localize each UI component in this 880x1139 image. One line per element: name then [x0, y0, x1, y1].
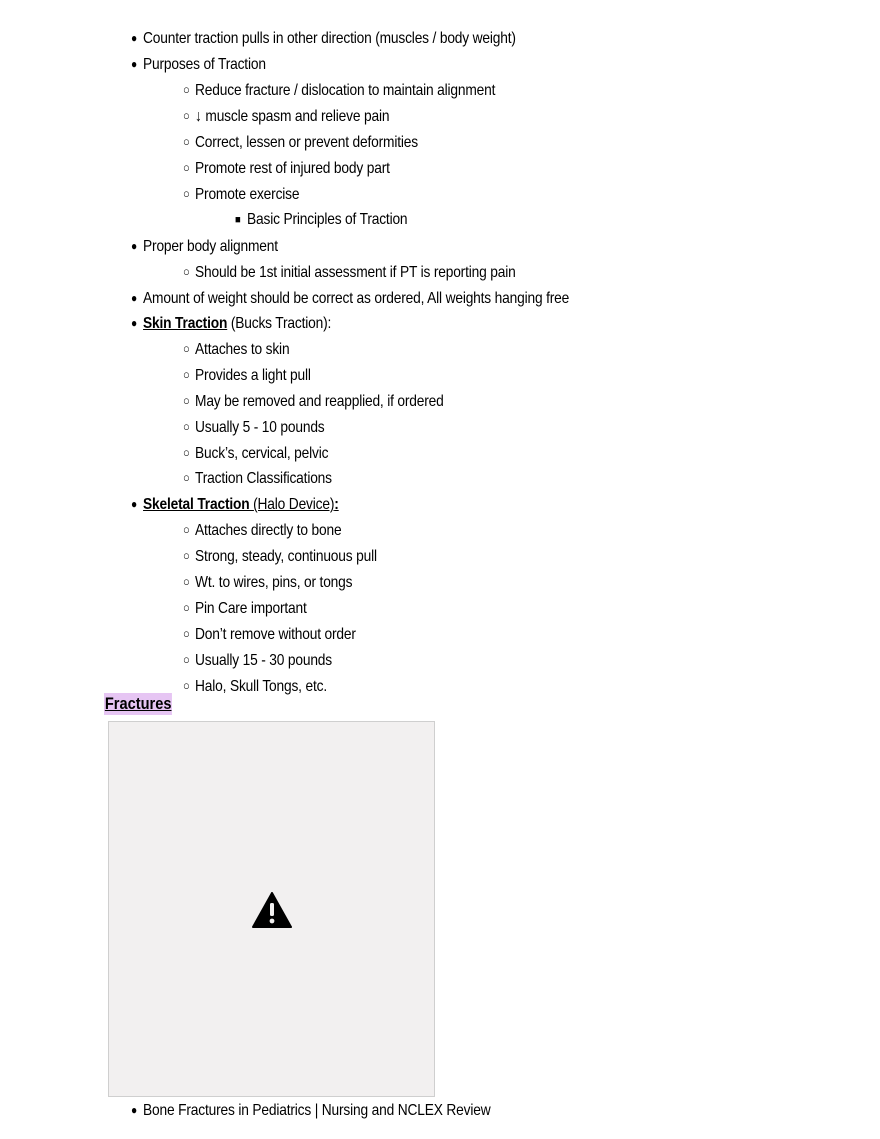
bullet-disc: ●: [131, 291, 138, 305]
bullet-disc: ●: [131, 316, 138, 330]
list-item-text: Proper body alignment: [143, 238, 278, 255]
list-item: [183, 417, 325, 438]
bullet-circle: ○: [183, 600, 190, 615]
bullet-circle: ○: [183, 341, 190, 356]
list-item: [131, 54, 266, 75]
list-item: [183, 262, 516, 283]
list-item: [183, 339, 289, 360]
bullet-disc: ●: [131, 31, 138, 45]
bullet-circle: ○: [183, 108, 190, 123]
bullet-square: ■: [235, 214, 241, 226]
bullet-circle: ○: [183, 445, 190, 460]
list-item-text: Strong, steady, continuous pull: [195, 548, 377, 565]
list-item: [131, 313, 331, 334]
list-item-text: Don’t remove without order: [195, 626, 356, 643]
list-item-text: Counter traction pulls in other direction (muscles / body weight): [143, 30, 516, 47]
skin-traction-subtitle: (Bucks Traction):: [227, 315, 332, 332]
bullet-disc: ●: [131, 497, 138, 511]
list-item-text: Amount of weight should be correct as ordered, All weights hanging free: [143, 290, 570, 307]
list-item: [183, 132, 418, 153]
list-item-text: Provides a light pull: [195, 367, 311, 384]
bullet-circle: ○: [183, 678, 190, 693]
list-item: [183, 598, 307, 619]
bullet-circle: ○: [183, 419, 190, 434]
list-item-text: Halo, Skull Tongs, etc.: [195, 678, 327, 695]
skeletal-traction-subtitle: (Halo Device): [253, 496, 335, 513]
list-item-text: May be removed and reapplied, if ordered: [195, 393, 444, 410]
bullet-circle: ○: [183, 574, 190, 589]
list-item: [183, 624, 356, 645]
list-item: [183, 443, 328, 464]
list-item: [183, 391, 444, 412]
list-item: [183, 184, 299, 205]
list-item-text: ↓ muscle spasm and relieve pain: [195, 108, 390, 125]
list-item-text: Promote exercise: [195, 186, 300, 203]
list-item: [183, 80, 495, 101]
list-item: [235, 210, 407, 230]
bullet-disc: ●: [131, 57, 138, 71]
list-item: [183, 650, 332, 671]
list-item: [131, 288, 569, 309]
bullet-circle: ○: [183, 367, 190, 382]
list-item: [131, 236, 278, 257]
video-link-text[interactable]: Bone Fractures in Pediatrics | Nursing and NCLEX Review: [143, 1102, 491, 1119]
fractures-heading: Fractures: [104, 694, 172, 713]
image-placeholder: [108, 721, 435, 1097]
bullet-circle: ○: [183, 548, 190, 563]
list-item: [183, 520, 341, 541]
list-item: [183, 365, 311, 386]
skin-traction-title: Skin Traction: [143, 315, 228, 332]
list-item-text: Should be 1st initial assessment if PT is reporting pain: [195, 264, 516, 281]
skeletal-traction-title: Skeletal Traction: [143, 496, 254, 513]
bullet-circle: ○: [183, 522, 190, 537]
skeletal-traction-colon: :: [334, 496, 339, 513]
list-item-text: Basic Principles of Traction: [247, 211, 408, 228]
list-item-text: Pin Care important: [195, 600, 307, 617]
list-item-text: Correct, lessen or prevent deformities: [195, 134, 418, 151]
list-item: [131, 494, 339, 515]
list-item-text: Promote rest of injured body part: [195, 160, 390, 177]
warning-icon: [252, 892, 292, 928]
bullet-circle: ○: [183, 626, 190, 641]
list-item-text: Wt. to wires, pins, or tongs: [195, 574, 353, 591]
list-item-text: Attaches to skin: [195, 341, 290, 358]
bullet-circle: ○: [183, 470, 190, 485]
list-item: [183, 468, 332, 489]
bullet-disc: ●: [131, 1103, 138, 1117]
bullet-circle: ○: [183, 652, 190, 667]
list-item: [183, 572, 352, 593]
bullet-circle: ○: [183, 393, 190, 408]
list-item-text: Buck’s, cervical, pelvic: [195, 445, 329, 462]
list-item: [183, 106, 389, 127]
list-item: [183, 546, 377, 567]
bullet-circle: ○: [183, 82, 190, 97]
list-item: [131, 28, 516, 49]
list-item-text: Traction Classifications: [195, 470, 332, 487]
list-item-text: Reduce fracture / dislocation to maintain alignment: [195, 82, 496, 99]
bullet-circle: ○: [183, 186, 190, 201]
bullet-circle: ○: [183, 134, 190, 149]
list-item-text: Usually 5 - 10 pounds: [195, 419, 325, 436]
list-item: [183, 676, 327, 697]
list-item-text: Attaches directly to bone: [195, 522, 342, 539]
bullet-circle: ○: [183, 160, 190, 175]
list-item-text: Usually 15 - 30 pounds: [195, 652, 333, 669]
list-item: [183, 158, 390, 179]
bullet-circle: ○: [183, 264, 190, 279]
bullet-disc: ●: [131, 239, 138, 253]
list-item-text: Purposes of Traction: [143, 56, 266, 73]
list-item-video-link[interactable]: [131, 1100, 490, 1121]
